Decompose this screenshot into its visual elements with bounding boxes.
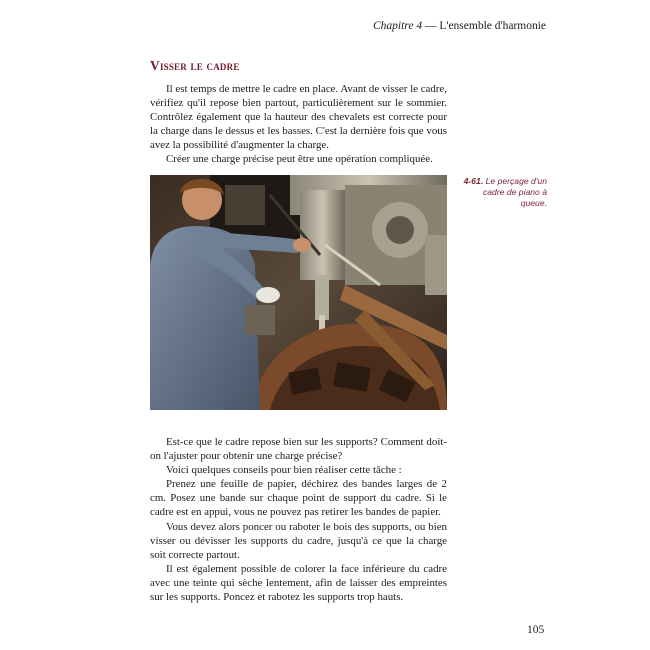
paragraph: Vous devez alors poncer ou raboter le bois des supports, ou bien visser ou dévisser les supports du cadre, jusqu'à ce que la charge soit correcte partout. (150, 520, 447, 561)
running-head-separator: — (422, 20, 440, 32)
section-title: Visser le cadre (150, 58, 240, 73)
drilling-photo-illustration (150, 175, 447, 410)
running-head-chapter: Chapitre 4 (373, 20, 423, 32)
running-head (373, 19, 546, 33)
paragraph: Créer une charge précise peut être une opération compliquée. (166, 153, 433, 166)
body-text-bottom (150, 435, 447, 604)
paragraph: Il est temps de mettre le cadre en place. Avant de visser le cadre, vérifiez qu'il repose bien partout, particulièrement sur le sommier. Contrôlez également que la hauteur des chevalets est correcte pour la charge dans le dessus et les basses. C'est la dernière fois que vous avez la possibilité d'augmenter la charge. (150, 83, 447, 152)
figure-caption-text: Le perçage d'un cadre de piano à queue. (482, 176, 547, 208)
figure-photo (150, 175, 447, 410)
figure-caption (457, 176, 547, 209)
paragraph: Est-ce que le cadre repose bien sur les supports? Comment doit-on l'ajuster pour obtenir une charge précise? (150, 436, 447, 463)
running-head-title: L'ensemble d'harmonie (439, 20, 546, 32)
body-text-top (150, 82, 447, 167)
page-number: 105 (527, 624, 545, 636)
figure-number: 4-61. (463, 176, 484, 186)
paragraph: Voici quelques conseils pour bien réaliser cette tâche : (166, 464, 402, 477)
paragraph: Il est également possible de colorer la face inférieure du cadre avec une teinte qui sèche lentement, afin de laisser des empreintes sur les supports. Poncez et rabotez les supports trop hauts. (150, 562, 447, 604)
paragraph: Prenez une feuille de papier, déchirez des bandes larges de 2 cm. Posez une bande sur chaque point de support du cadre. Si le cadre est en appui, vous ne pouvez pas retirer les bandes de papier. (150, 478, 447, 519)
